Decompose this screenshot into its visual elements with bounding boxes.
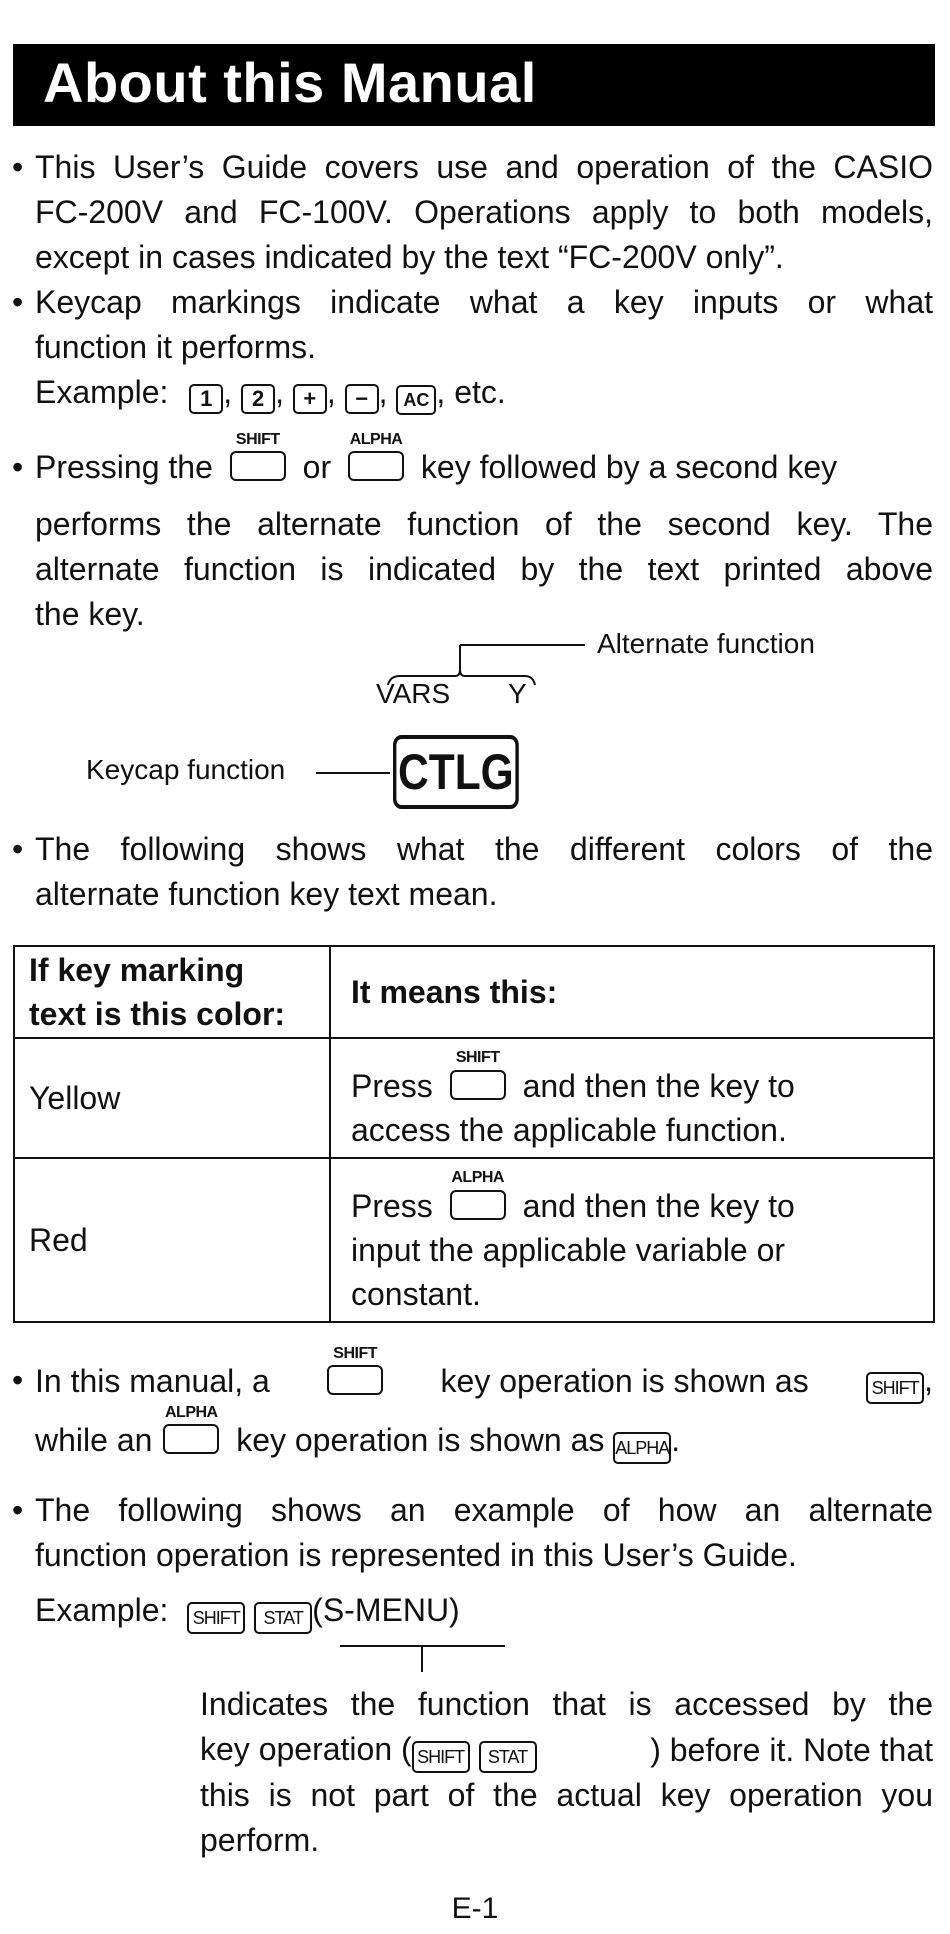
text-fragment: constant. [351, 1276, 481, 1312]
shift-key-notation-icon: SHIFT [866, 1372, 924, 1404]
example-label: Example: [35, 374, 169, 410]
text-line: except in cases indicated by the text “FC-200V only”. [35, 239, 784, 275]
alpha-label: ALPHA [164, 1404, 218, 1421]
text-fragment: or [302, 449, 332, 485]
text-fragment: while an [35, 1422, 153, 1458]
text-fragment: access the applicable function. [351, 1112, 787, 1148]
shift-key-notation-icon: SHIFT [412, 1741, 470, 1773]
text-fragment: In this manual, a [35, 1362, 270, 1399]
table-cell-color: Red [14, 1158, 330, 1322]
bullet-dot: • [12, 449, 24, 485]
shift-key-notation-icon: SHIFT [187, 1602, 245, 1634]
text-line: alternate function key text mean. [35, 876, 498, 912]
text-line [35, 431, 933, 490]
header-line: text is this color: [29, 996, 286, 1032]
key-2-icon: 2 [241, 384, 275, 414]
bullet-6 [35, 1488, 933, 1634]
text-fragment: key operation is shown as [440, 1362, 809, 1399]
text-line: The following shows an example of how an alternate [35, 1492, 933, 1528]
shift-key-icon [450, 1049, 506, 1108]
etc-text: , etc. [436, 374, 506, 410]
shift-notation: SHIFT , [866, 1358, 933, 1404]
smenu-note [200, 1682, 933, 1863]
text-fragment: input the applicable variable or [351, 1232, 786, 1268]
text-fragment [200, 1727, 537, 1773]
text-line: Indicates the function that is accessed by the [200, 1686, 933, 1722]
alpha-key-icon [348, 431, 404, 490]
bullet-dot: • [12, 284, 24, 320]
text-line: This User’s Guide covers use and operation of the CASIO [35, 149, 933, 185]
text-line: Keycap markings indicate what a key inputs or what [35, 284, 933, 320]
text-line: The following shows what the different colors of the [35, 831, 933, 867]
text-fragment: key operation ( [200, 1731, 412, 1767]
text-line: this is not part of the actual key operation you [200, 1777, 933, 1813]
text-line: while an ALPHA key operation is shown as ALPHA. [35, 1418, 933, 1464]
alpha-key-icon [450, 1169, 506, 1228]
bullet-dot: • [12, 831, 24, 867]
text-line: the key. [35, 596, 145, 632]
text-fragment: key followed by a second key [420, 449, 838, 485]
text-line: function it performs. [35, 329, 316, 365]
shift-label: SHIFT [333, 1344, 378, 1362]
color-meaning-table [13, 945, 935, 1323]
key-plus-icon: + [293, 384, 327, 414]
text-line: performs the alternate function of the second key. The [35, 506, 933, 542]
stat-key-notation-icon: STAT [254, 1602, 312, 1634]
title-bar [13, 44, 935, 126]
meaning-text [351, 1164, 913, 1316]
example-label: Example: [35, 1592, 169, 1628]
key-minus-icon: − [345, 384, 379, 414]
y-label: Y [508, 678, 527, 709]
table-row [14, 1038, 934, 1158]
alpha-label: ALPHA [451, 1169, 504, 1186]
bullet-1 [35, 145, 933, 280]
table-cell-color: Yellow [14, 1038, 330, 1158]
example-line [35, 1588, 933, 1634]
keycap-function-label: Keycap function [86, 754, 286, 785]
header-line: If key marking [29, 952, 245, 988]
text-fragment: Pressing the [35, 449, 213, 485]
bullet-dot: • [12, 1492, 24, 1528]
text-fragment: Press [351, 1068, 433, 1104]
ctlg-key-icon: CTLG [393, 735, 519, 809]
bullet-5 [35, 1344, 933, 1464]
alpha-key-notation-icon: ALPHA [613, 1432, 671, 1464]
key-1-icon: 1 [189, 384, 223, 414]
shift-label: SHIFT [235, 431, 280, 448]
page-title: About this Manual [43, 51, 537, 114]
bullet-dot: • [12, 1362, 24, 1398]
bullet-2 [35, 280, 933, 415]
text-line: function operation is represented in this User’s Guide. [35, 1537, 797, 1573]
keycap-diagram [0, 628, 950, 810]
table-header [14, 946, 330, 1038]
example-line: Example: 1 , 2 , + , − , AC , etc. [35, 370, 933, 415]
bullet-4 [35, 827, 933, 917]
text-fragment: and then the key to [522, 1068, 795, 1104]
stat-key-notation-icon: STAT [479, 1741, 537, 1773]
table-cell-meaning [330, 1038, 934, 1158]
text-line: perform. [200, 1822, 320, 1858]
text-line: FC-200V and FC-100V. Operations apply to both models, [35, 194, 933, 230]
text-line: alternate function is indicated by the text printed above [35, 551, 933, 587]
bullet-3 [35, 431, 933, 637]
table-cell-meaning [330, 1158, 934, 1322]
shift-key-icon [327, 1344, 383, 1404]
vars-label: VARS [376, 678, 451, 709]
shift-key-icon [230, 431, 286, 490]
meaning-text [351, 1044, 913, 1152]
table-header-row [14, 946, 934, 1038]
text-fragment: ) before it. Note that [650, 1731, 933, 1768]
page-number: E-1 [451, 1892, 499, 1925]
table-header: It means this: [330, 946, 934, 1038]
table-row [14, 1158, 934, 1322]
text-fragment: key operation is shown as [236, 1422, 605, 1458]
shift-label: SHIFT [455, 1049, 500, 1066]
smenu-label: (S-MENU) [312, 1592, 460, 1628]
alternate-function-label: Alternate function [597, 628, 815, 659]
bullet-dot: • [12, 149, 24, 185]
text-fragment: and then the key to [522, 1188, 795, 1224]
key-ac-icon: AC [396, 385, 436, 415]
text-fragment: Press [351, 1188, 433, 1224]
alpha-label: ALPHA [349, 431, 403, 448]
text-line [200, 1727, 933, 1773]
alpha-key-icon [163, 1404, 219, 1463]
